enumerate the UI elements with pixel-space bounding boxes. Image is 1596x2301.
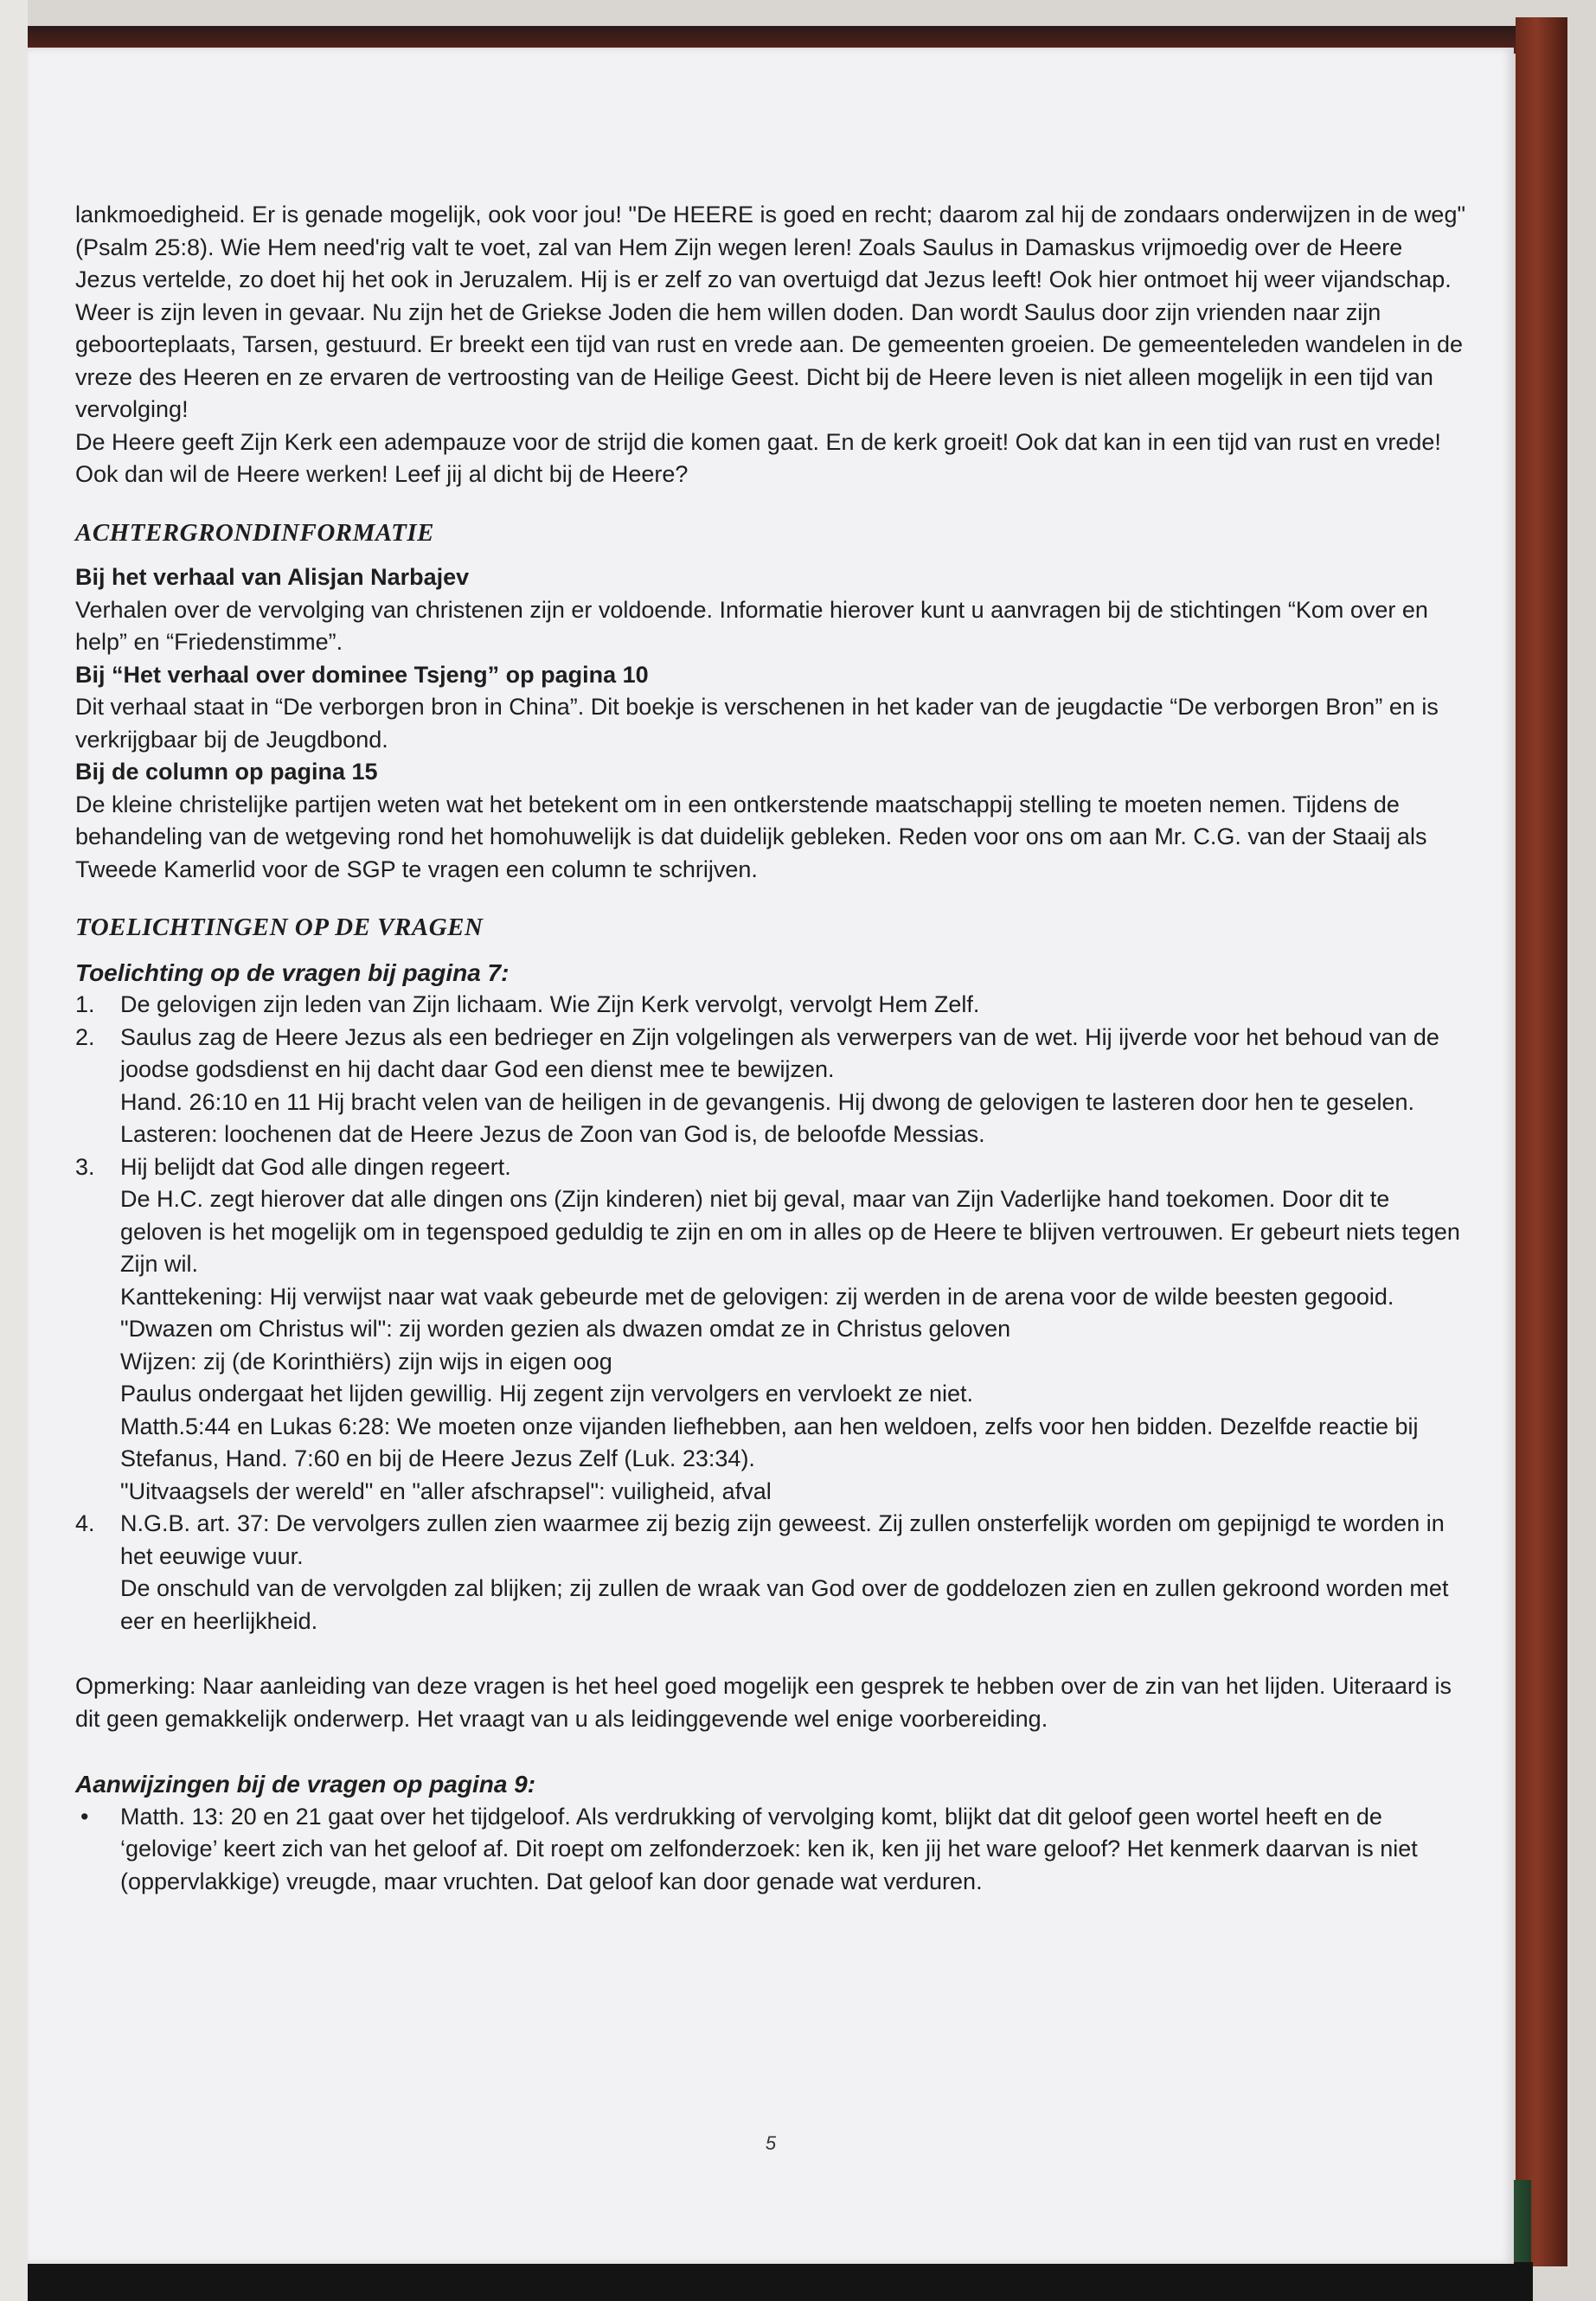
question-line: Wijzen: zij (de Korinthiërs) zijn wijs in eigen oog [120, 1348, 612, 1375]
intro-paragraph: lankmoedigheid. Er is genade mogelijk, ook voor jou! "De HEERE is goed en recht; daarom zal hij de zondaars onderwijzen in de weg" (Psalm 25:8). Wie Hem need'rig valt te voet, zal van Hem Zijn wegen leren! Zoals Saulus in Damaskus vrijmoedig over de Heere Jezus vertelde, zo doet hij het ook in Jeruzalem. Hij is er zelf zo van overtuigd dat Jezus leeft! Ook hier ontmoet hij weer vijandschap. Weer is zijn leven in gevaar. Nu zijn het de Griekse Joden die hem willen doden. Dan wordt Saulus door zijn vrienden naar zijn geboorteplaats, Tarsen, gestuurd. Er breekt een tijd van rust en vrede aan. De gemeenten groeien. De gemeenteleden wandelen in de vreze des Heeren en ze ervaren de vertroosting van de Heilige Geest. Dicht bij de Heere leven is niet alleen mogelijk in een tijd van vervolging! [75, 202, 1466, 422]
question-line: Hand. 26:10 en 11 Hij bracht velen van de heiligen in de gevangenis. Hij dwong de gelovigen te lasteren door hen te geselen. [120, 1088, 1415, 1115]
hints-list [75, 1801, 1468, 1899]
hint-text: Matth. 13: 20 en 21 gaat over het tijdgeloof. Als verdrukking of vervolging komt, blijkt dat dit geloof geen wortel heeft en de ‘gelovige’ keert zich van het geloof af. Dit roept om zelfonderzoek: ken ik, ken jij het ware geloof? Het kenmerk daarvan is niet (oppervlakkige) vreugde, maar vruchten. Dat geloof kan door genade wat verduren. [120, 1803, 1418, 1894]
intro-paragraph: De Heere geeft Zijn Kerk een adempauze voor de strijd die komen gaat. En de kerk groeit! Ook dat kan in een tijd van rust en vrede! Ook dan wil de Heere werken! Leef jij al dicht bij de Heere? [75, 428, 1441, 487]
question-item [75, 989, 1468, 1022]
document-page [28, 48, 1514, 2264]
question-item [75, 1022, 1468, 1151]
question-line: "Dwazen om Christus wil": zij worden gezien als dwazen omdat ze in Christus geloven [120, 1316, 1011, 1342]
scan-margin-left [0, 0, 28, 2301]
bullet-icon: • [80, 1803, 89, 1830]
explanations-subheading: Toelichting op de vragen bij pagina 7: [75, 958, 510, 986]
question-line: Kanttekening: Hij verwijst naar wat vaak gebeurde met de gelovigen: zij werden in de arena voor de wilde beesten gegooid. [120, 1283, 1394, 1310]
question-line: Matth.5:44 en Lukas 6:28: We moeten onze vijanden liefhebben, aan hen weldoen, zelfs voor hen bidden. Dezelfde reactie bij Stefanus, Hand. 7:60 en bij de Heere Jezus Zelf (Luk. 23:34). [120, 1413, 1419, 1471]
question-item [75, 1508, 1468, 1638]
question-number: 4. [75, 1510, 95, 1536]
background-text: Dit verhaal staat in “De verborgen bron in China”. Dit boekje is verschenen in het kader van de jeugdactie “De verborgen Bron” en is verkrijgbaar bij de Jeugdbond. [75, 694, 1439, 753]
background-title: Bij de column op pagina 15 [75, 759, 378, 785]
question-line: N.G.B. art. 37: De vervolgers zullen zien waarmee zij bezig zijn geweest. Zij zullen onsterfelijk worden om gepijnigd te worden in het eeuwige vuur. [120, 1510, 1445, 1569]
question-number: 2. [75, 1023, 95, 1050]
page-number: 5 [765, 2132, 777, 2154]
hints-subheading: Aanwijzingen bij de vragen op pagina 9: [75, 1771, 536, 1798]
book-binding [1516, 17, 1567, 2266]
question-line: De gelovigen zijn leden van Zijn lichaam. Wie Zijn Kerk vervolgt, vervolgt Hem Zelf. [120, 991, 980, 1017]
question-number: 3. [75, 1153, 95, 1180]
scan-edge-bottom [28, 2262, 1533, 2301]
question-line: De H.C. zegt hierover dat alle dingen ons (Zijn kinderen) niet bij geval, maar van Zijn Vaderlijke hand toekomen. Door dit te geloven is het mogelijk om in tegenspoed geduldig te zijn en om in alles op de Heere te blijven vertrouwen. Er gebeurt niets tegen Zijn wil. [120, 1186, 1460, 1277]
section-heading-background: ACHTERGRONDINFORMATIE [75, 518, 434, 547]
question-line: Hij belijdt dat God alle dingen regeert. [120, 1153, 511, 1180]
question-line: Lasteren: loochenen dat de Heere Jezus de Zoon van God is, de beloofde Messias. [120, 1121, 985, 1147]
question-line: Paulus ondergaat het lijden gewillig. Hij zegent zijn vervolgers en vervloekt ze niet. [120, 1381, 974, 1407]
question-line: "Uitvaagsels der wereld" en "aller afschrapsel": vuiligheid, afval [120, 1477, 772, 1504]
question-item [75, 1151, 1468, 1509]
question-line: Saulus zag de Heere Jezus als een bedrieger en Zijn volgelingen als verwerpers van de wet. Hij ijverde voor het behoud van de joodse godsdienst en hij dacht daar God een dienst mee te bewijzen. [120, 1023, 1439, 1082]
question-list [75, 989, 1468, 1638]
background-text: De kleine christelijke partijen weten wat het betekent om in een ontkerstende maatschappij stelling te moeten nemen. Tijdens de behandeling van de wetgeving rond het homohuwelijk is dat duidelijk gebleken. Reden voor ons om aan Mr. C.G. van der Staaij als Tweede Kamerlid voor de SGP te vragen een column te schrijven. [75, 791, 1427, 882]
remark-paragraph: Opmerking: Naar aanleiding van deze vragen is het heel goed mogelijk een gesprek te hebben over de zin van het lijden. Uiteraard is dit geen gemakkelijk onderwerp. Het vraagt van u als leidinggevende wel enige voorbereiding. [75, 1673, 1452, 1732]
page-content [75, 199, 1468, 1898]
question-number: 1. [75, 991, 95, 1017]
background-title: Bij “Het verhaal over dominee Tsjeng” op pagina 10 [75, 661, 649, 688]
background-title: Bij het verhaal van Alisjan Narbajev [75, 564, 470, 590]
background-text: Verhalen over de vervolging van christenen zijn er voldoende. Informatie hierover kunt u aanvragen bij de stichtingen “Kom over en help” en “Friedenstimme”. [75, 596, 1428, 655]
question-line: De onschuld van de vervolgden zal blijken; zij zullen de wraak van God over de goddelozen zien en zullen gekroond worden met eer en heerlijkheid. [120, 1575, 1449, 1634]
hint-item [75, 1801, 1468, 1899]
section-heading-explanations: TOELICHTINGEN OP DE VRAGEN [75, 913, 484, 941]
